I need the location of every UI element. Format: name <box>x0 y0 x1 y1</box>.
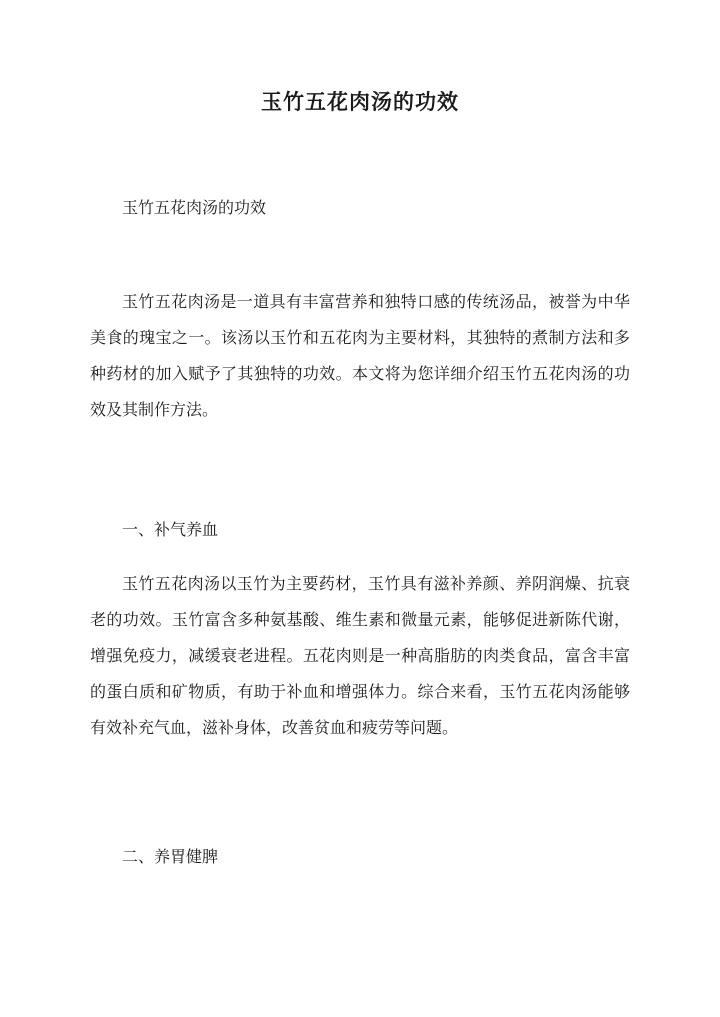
section-heading-1: 一、补气养血 <box>122 520 219 539</box>
section-body-1: 玉竹五花肉汤以玉竹为主要药材，玉竹具有滋补养颜、养阴润燥、抗衰老的功效。玉竹富含多种氨基酸、维生素和微量元素，能够促进新陈代谢，增强免疫力，减缓衰老进程。五花肉则是一种高脂肪的肉类食品，富含丰富的蛋白质和矿物质，有助于补血和增强体力。综合来看，玉竹五花肉汤能够有效补充气血，滋补身体，改善贫血和疲劳等问题。 <box>90 574 630 737</box>
intro-paragraph: 玉竹五花肉汤是一道具有丰富营养和独特口感的传统汤品，被誉为中华美食的瑰宝之一。该汤以玉竹和五花肉为主要材料，其独特的煮制方法和多种药材的加入赋予了其独特的功效。本文将为您详细介绍玉竹五花肉汤的功效及其制作方法。 <box>90 292 630 419</box>
section-heading-2: 二、养胃健脾 <box>122 847 219 866</box>
document-subtitle: 玉竹五花肉汤的功效 <box>122 198 267 217</box>
document-title: 玉竹五花肉汤的功效 <box>261 89 459 114</box>
